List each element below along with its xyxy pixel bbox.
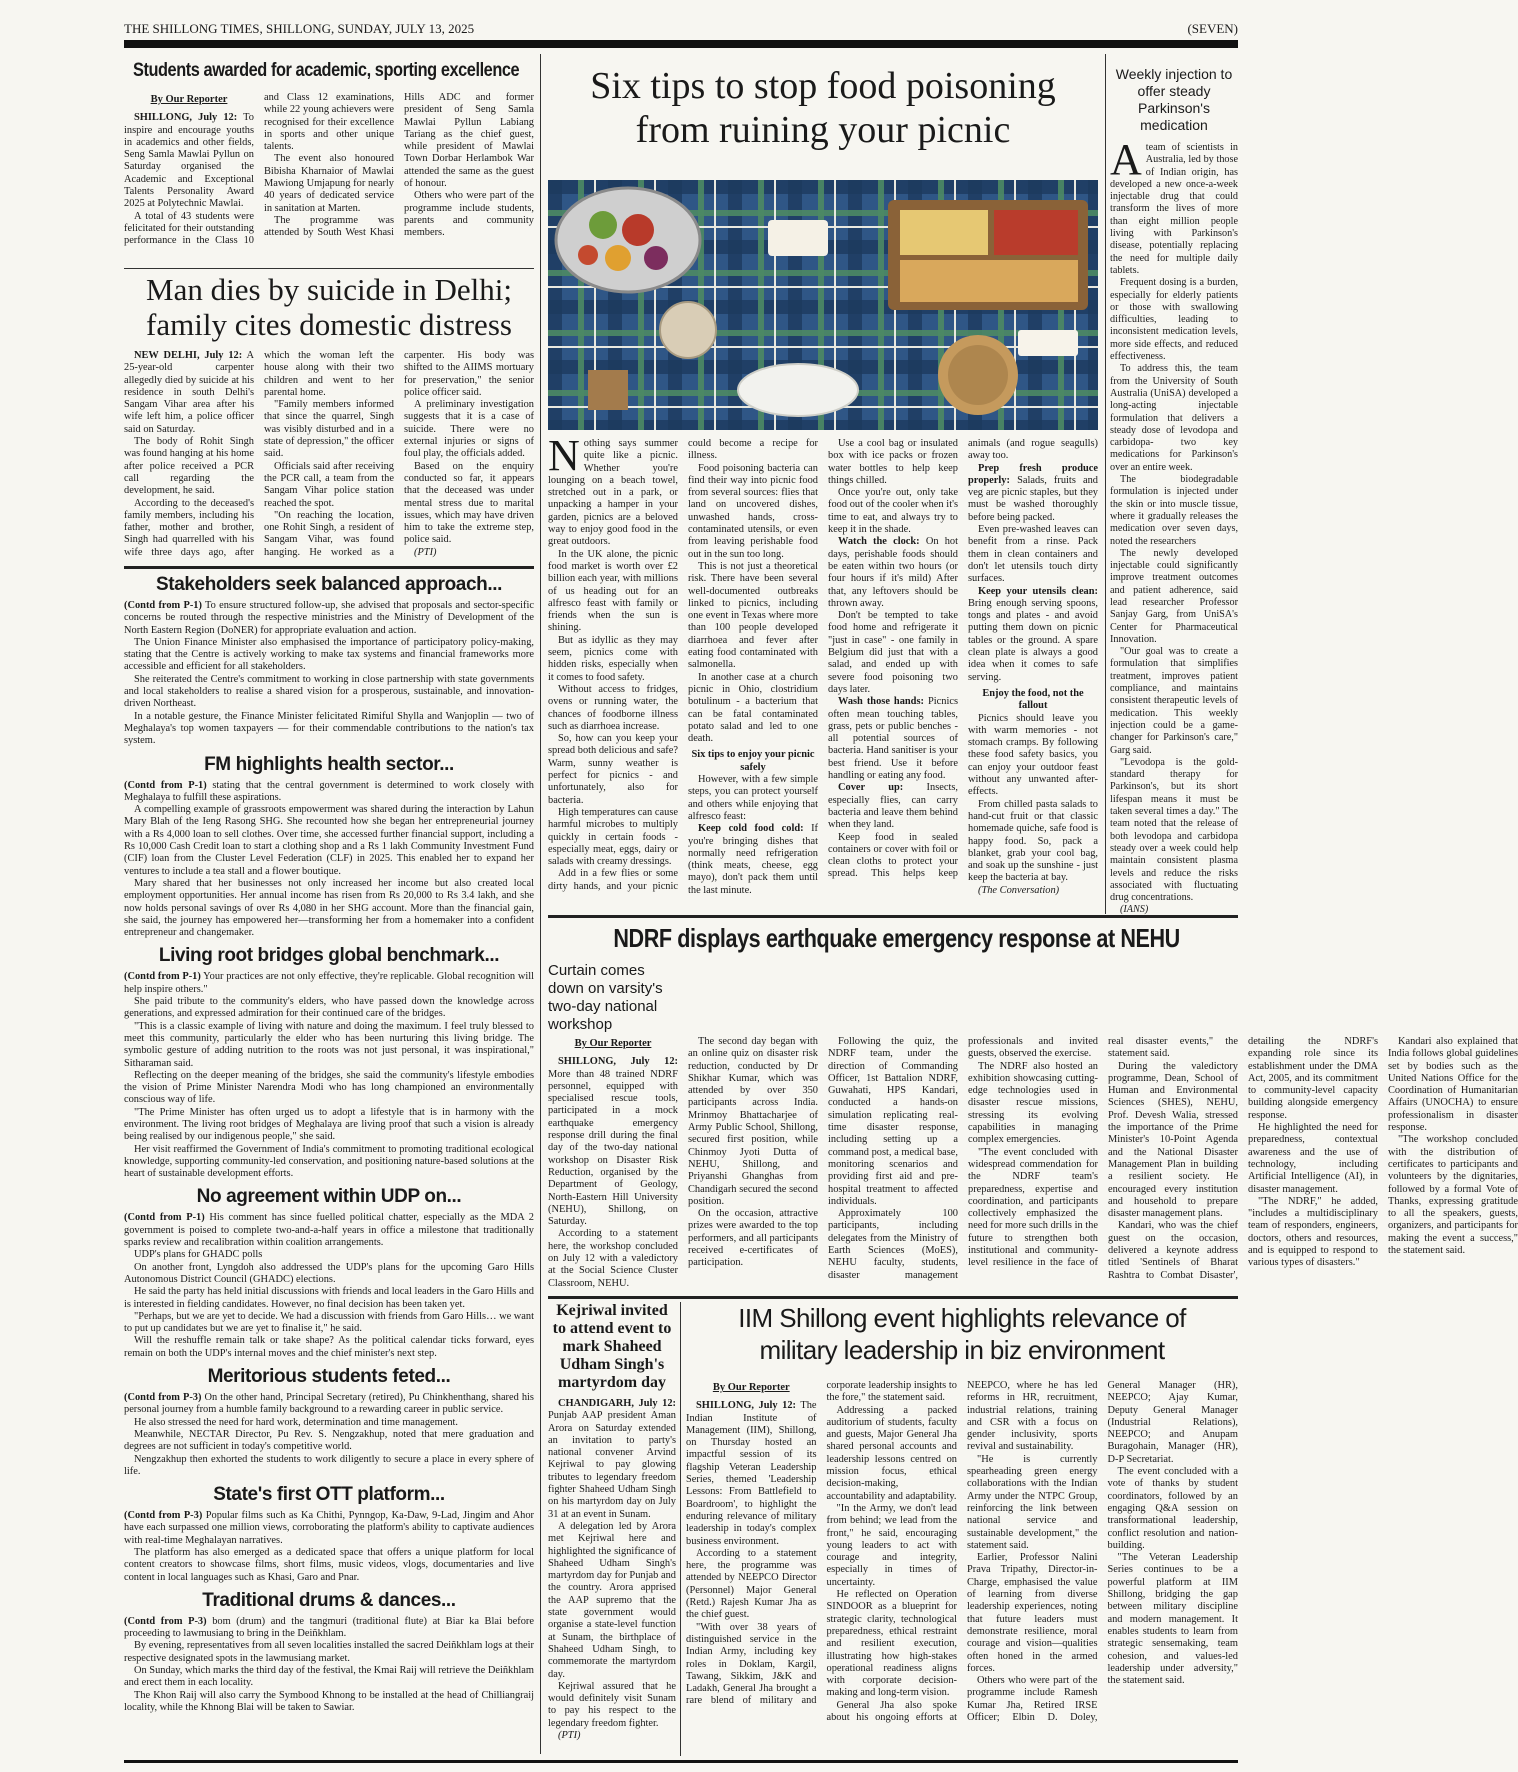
- continued-story-headline: Meritorious students feted...: [207, 1366, 451, 1388]
- parkinson-credit: (IANS): [1120, 904, 1149, 916]
- continued-story-paragraph: [124, 1510, 534, 1547]
- continued-story-body: [124, 1510, 534, 1584]
- iim-article: [686, 1302, 1238, 1756]
- picnic-p21: Even pre-washed leaves can benefit from a rinse. Pack them in clean containers and don't let utensils touch dirty surfaces.: [968, 524, 1098, 585]
- picnic-headline: [548, 64, 1098, 164]
- delhi-p5: Officials said after receiving the PCR call, a team from the Sangam Vihar police station reached the spot.: [264, 460, 394, 509]
- curtain-headline: Curtain comes down on varsity's two-day national workshop: [548, 962, 663, 1033]
- delhi-p4: "Family members informed that since the quarrel, Singh was visibly disturbed and in a state of depression," the officer said.: [264, 399, 394, 460]
- kejriwal-p3: Kejriwal assured that he would definitely visit Sunam to pay his respect to the legendary freedom fighter.: [548, 1680, 676, 1729]
- continued-story-paragraph: He also stressed the need for hard work, determination and time management.: [134, 1416, 459, 1428]
- parkinson-p4: The biodegradable formulation is injected under the skin or into muscle tissue, where it gradually releases the medication over seven days, noted the researchers: [1110, 474, 1238, 547]
- continued-tag: (Contd from P-3): [124, 1615, 207, 1627]
- delhi-p1: A 25-year-old carpenter allegedly died by suicide at his residence in south Delhi's Sangam Vihar area after his wife left him, a police officer said on Saturday.: [124, 350, 254, 435]
- parkinson-body: [1110, 135, 1238, 917]
- continued-tag: (Contd from P-3): [124, 1392, 202, 1404]
- ndrf-p1: More than 48 trained NDRF personnel, equipped with specialised rescue tools, participated in a mock earthquake emergency response drill during the final day of the two-day national workshop on Disaster Risk Reduction, organised by the Department of Geology, North-Eastern Hill University (NEHU), Shillong, on Saturday.: [548, 1068, 678, 1228]
- picnic-p17: Picnics often mean touching tables, grass, pets or public benches - all potential sources of bacteria. Hand sanitiser is your best friend. Use it before handling or eating any food.: [828, 696, 958, 782]
- picnic-p10: In another case at a church picnic in Ohio, clostridium botulinum - a bacterium that can be fatal contaminated potato salad and led to one death.: [688, 671, 818, 745]
- continued-story-headline: FM highlights health sector...: [204, 753, 454, 775]
- ndrf-p12: "The NDRF," he added, "includes a multidisciplinary team of responders, engineers, doctors, others and resources, and is equipped to respond to various types of disasters.": [1248, 1195, 1378, 1269]
- continued-story-text: On the other hand, Principal Secretary (retired), Pu Chinkhenthang, shared his personal journey from a humble family background to a rewarding career in public service.: [124, 1392, 534, 1416]
- section-divider: [548, 915, 1238, 918]
- iim-p9: Earlier, Professor Nalini Prava Tripathy, Director-in-Charge, emphasised the value of learning from diverse leadership experiences, noting that future leaders must demonstrate resilience, moral courage and vision—qualities often honed in the armed forces.: [967, 1552, 1098, 1674]
- parkinson-p5: The newly developed injectable could significantly improve treatment outcomes and patient adherence, said lead researcher Professor Sanjay Garg, from UniSA's Center for Pharmaceutical Innovation.: [1110, 547, 1238, 645]
- kejriwal-dateline: CHANDIGARH, July 12:: [558, 1398, 676, 1409]
- iim-p10: Others who were part of the programme include Ramesh Kumar Jha, Retired IRSE Officer; Elbin D. Doley, General Manager (HR), NEEPCO; Ajay Kumar, Deputy General Manager (Industrial Relations), NEEPCO; and Anupam Buragohain, Manager (HR), D-P Secretariat.: [967, 1380, 1238, 1724]
- continued-story-headline: Stakeholders seek balanced approach...: [156, 574, 502, 595]
- iim-p1: The Indian Institute of Management (IIM), Shillong, on Thursday hosted an impactful session of its flagship Veteran Leadership Series, themed 'Leadership Lessons: From Battlefield to Boardroom', to highlight the enduring relevance of military leadership in today's complex business environment.: [686, 1400, 817, 1547]
- picnic-p6: High temperatures can cause harmful microbes to multiply quickly in certain foods - especially meat, eggs, dairy or salads with creamy dressings.: [548, 806, 678, 868]
- picnic-p13: Use a cool bag or insulated box with ice packs or frozen water bottles to help keep things chilled.: [828, 438, 958, 486]
- column-divider: [680, 1302, 681, 1756]
- picnic-drop-cap: N: [548, 431, 580, 480]
- delhi-dateline: NEW DELHI, July 12:: [134, 350, 243, 361]
- continued-story: [124, 754, 534, 940]
- continued-story-paragraph: [124, 1212, 534, 1249]
- delhi-p2: The body of Rohit Singh was found hanging at his home after police received a PCR call regarding the development, he said.: [124, 436, 254, 497]
- continued-story-text: Popular films such as Ka Chithi, Pynngop, Ka-Daw, 9-Lad, Jingim and Ahor have each surpassed one million views, corroborating the platform's ability to captivate audiences with real-time Meghalayan narratives.: [124, 1510, 534, 1546]
- students-body: [124, 92, 534, 262]
- continued-story-text: Your practices are not only effective, they're replicable. Global recognition will help inspire others.": [124, 971, 534, 995]
- continued-story-paragraph: "The Prime Minister has often urged us to adopt a lifestyle that is in harmony with the environment. The living root bridges of Meghalaya are living proof that such a vision is already being realised by our indigenous people," she said.: [124, 1106, 534, 1143]
- continued-story-body: [124, 780, 534, 940]
- picnic-tip3-label: Wash those hands:: [838, 696, 924, 708]
- continued-story-paragraph: "This is a classic example of living with nature and doing the maximum. I feel truly blessed to meet this community, particularly the elder who has been nurturing this living bridge. The symbolic gesture of adding nutrition to the roots was not just personal, it was inspirational," Sitharaman said.: [124, 1020, 534, 1069]
- ndrf-headline-box: [548, 920, 1238, 960]
- parkinson-p6: "Our goal was to create a formulation that simplifies treatment, improves patient compliance, and maintains consistent therapeutic levels of medication. This weekly injection could be a game-changer for Parkinson's care," Garg said.: [1110, 646, 1238, 756]
- picnic-p5: So, how can you keep your spread both delicious and safe? Warm, sunny weather is perfect for picnics - and unfortunately, also for bacteria.: [548, 733, 678, 806]
- ndrf-p2: According to a statement here, the workshop concluded on July 12 with a valedictory at the Social Science Cluster Classroom, NEHU.: [548, 1228, 678, 1289]
- continued-story-paragraph: The platform has also emerged as a dedicated space that offers a unique platform for local content creators to showcase films, short films, music videos, vlogs, documentaries and live content in local languages such as Khasi, Garo and Pnar.: [124, 1547, 534, 1583]
- continued-story-paragraph: Nengzakhup then exhorted the students to work diligently to secure a place in every sphere of life.: [124, 1453, 534, 1477]
- kejriwal-article: [548, 1302, 676, 1756]
- continued-story-paragraph: On Sunday, which marks the third day of the festival, the Kmai Raij will retrieve the Deiñkhlam and erect them in each locality.: [124, 1665, 534, 1689]
- continued-story-body: [124, 1212, 534, 1360]
- parkinson-headline: Weekly injection to offer steady Parkinson's medication: [1115, 66, 1233, 133]
- ndrf-body: [548, 1036, 1518, 1292]
- column-divider: [540, 54, 541, 1754]
- students-p5: Others who were part of the programme include students, parents and community members.: [404, 190, 534, 239]
- picnic-p15: On hot days, perishable foods should be eaten within two hours (or four hours if it's mild) After that, any leftovers should be thrown away.: [828, 536, 958, 609]
- ndrf-p4: On the occasion, attractive prizes were awarded to the top performers, and all participants received e-certificates of participation.: [688, 1208, 818, 1269]
- students-dateline: SHILLONG, July 12:: [134, 112, 238, 124]
- picnic-p22: Bring enough serving spoons, tongs and plates - and avoid putting them down on picnic tables or the ground. A spare clean plate is always a good idea when it comes to safe serving.: [968, 597, 1098, 683]
- ndrf-p11: He highlighted the need for preparedness, contextual awareness and the use of technology, including Artificial Intelligence (AI), in disaster management.: [1248, 1122, 1378, 1195]
- continued-story-paragraph: Reflecting on the deeper meaning of the bridges, she said the community's lifestyle embodies the vision of Prime Minister Narendra Modi who has long championed an environmentally conscious way of life.: [124, 1069, 534, 1106]
- continued-story-paragraph: Will the reshuffle remain talk or take shape? As the political calendar ticks forward, eyes remain on both the UDP's internal moves and the chief minister's next step.: [124, 1335, 534, 1359]
- delhi-credit: (PTI): [414, 546, 437, 558]
- continued-story-paragraph: [124, 1616, 534, 1641]
- section-divider: [124, 566, 534, 569]
- delhi-body: [124, 350, 534, 562]
- students-p3: The event also honoured Bibisha Kharnaior of Mawlai Mawiong Umjapung for nearly 40 years of dedicated service in sanitation at Marten.: [264, 153, 394, 214]
- picnic-p11: However, with a few simple steps, you can protect yourself and others while enjoying that alfresco feast:: [688, 774, 818, 822]
- kejriwal-headline: Kejriwal invited to attend event to mark Shaheed Udham Singh's martyrdom day: [552, 1302, 672, 1391]
- continued-story-text: bom (drum) and the tangmuri (traditional flute) at Biar ka Blai before proceeding to lawmusiang to bring in the Deiñkhlam.: [124, 1615, 534, 1640]
- continued-tag: (Contd from P-1): [124, 779, 207, 791]
- iim-p11: The event concluded with a vote of thanks by student coordinators, followed by an engaging Q&A session on transformational leadership, conflict resolution and nation-building.: [1107, 1466, 1238, 1551]
- iim-p7: General Jha also spoke about his ongoing efforts at NEEPCO, where he has led reforms in HR, recruitment, industrial relations, training and CSR with a focus on gender inclusivity, sports revival and sustainability.: [826, 1380, 1098, 1724]
- kejriwal-body: [548, 1398, 676, 1742]
- students-article: [124, 60, 534, 266]
- continued-story-paragraph: By evening, representatives from all seven localities installed the sacred Deiñkhlam logs at their respective designated spots in the lawmusiang market.: [124, 1640, 534, 1664]
- continued-story-paragraph: She paid tribute to the community's elders, who have passed down the knowledge across generations, and expressed admiration for their continued care of the bridges.: [124, 996, 534, 1020]
- continued-story-paragraph: Her visit reaffirmed the Government of India's commitment to promoting traditional ecological knowledge, supporting community-led conservation, and positioning nature-based solutions at the heart of sustainable development efforts.: [124, 1143, 534, 1180]
- continued-stories: [124, 572, 534, 1756]
- masthead: [124, 18, 1238, 40]
- kejriwal-p1: Punjab AAP president Aman Arora on Saturday extended an invitation to party's national convener Arvind Kejriwal to pay glowing tributes to legendary freedom fighter Shaheed Udham Singh on his martyrdom day on July 31 at an event in Sunam.: [548, 1410, 676, 1520]
- section-divider: [124, 268, 534, 269]
- picnic-p8: Food poisoning bacteria can find their way into picnic food from several sources: flies that land on uncovered dishes, unwashed hands, cross-contaminated utensils, or even from leaving perishable food out in the sun too long.: [688, 462, 818, 560]
- parkinson-article: [1110, 66, 1238, 914]
- ndrf-p6: Approximately 100 participants, including delegates from the Ministry of Earth Sciences (MoES), NEHU faculty, students, disaster management professionals and invited guests, observed the exercise.: [828, 1036, 1098, 1281]
- iim-p6: He reflected on Operation SINDOOR as a blueprint for strategic clarity, technological preparedness, ethical restraint and resilient execution, illustrating how high-stakes operational readiness aligns with corporate decision-making and long-term vision.: [826, 1589, 957, 1699]
- iim-p2: According to a statement here, the programme was attended by NEEPCO Director (Personnel) Major General (Retd.) Rajesh Kumar Jha as the chief guest.: [686, 1547, 817, 1621]
- continued-list: [124, 574, 534, 1714]
- continued-story-paragraph: Mary shared that her businesses not only increased her income but also created local employment opportunities. Her annual income has risen from Rs 20,000 to Rs 3.4 lakh, and she now holds personal savings of over Rs 4,080 in her SHG account. More than the financial gain, she said, the journey has empowered her—transforming her from a homemaker into a confident entrepreneur and changemaker.: [124, 877, 534, 939]
- continued-tag: (Contd from P-1): [124, 600, 202, 611]
- picnic-p14: Once you're out, only take food out of the cooler when it's time to eat, and always try to keep it in the shade.: [828, 487, 958, 536]
- students-p2: A total of 43 students were felicitated for their outstanding performance in the Class 10 and Class 12 examinations, while 22 young achievers were recognised for their excellence in sports and other unique talents.: [124, 92, 394, 247]
- continued-story: [124, 1590, 534, 1714]
- continued-story-paragraph: UDP's plans for GHADC polls: [134, 1249, 263, 1261]
- continued-story-headline: Traditional drums & dances...: [202, 1589, 456, 1611]
- parkinson-p2: Frequent dosing is a burden, especially for elderly patients or those with swallowing difficulties, leading to inconsistent medication levels, more side effects, and reduced effectiveness.: [1110, 277, 1238, 363]
- picnic-p16: Don't be tempted to take food home and refrigerate it "just in case" - one family in Belgium did just that with a salad, and ended up with severe food poisoning two days later.: [828, 610, 958, 695]
- delhi-headline: Man dies by suicide in Delhi; family cites domestic distress: [146, 272, 512, 342]
- picnic-p19: Keep food in sealed containers or cover with foil or clean cloths to protect your spread. This helps keep animals (and rogue seagulls) away too.: [828, 438, 1098, 880]
- continued-story-body: [124, 1616, 534, 1714]
- continued-story-paragraph: The Khon Raij will also carry the Symbood Khnong to be installed at the head of Chilliangraij locality, while the Khnong Blai will be taken to Sawiar.: [124, 1689, 534, 1713]
- ndrf-p13: Kandari also explained that India follows global guidelines set by bodies such as the United Nations Office for the Coordination of Humanitarian Affairs (UNOCHA) to ensure professionalism in disaster response.: [1388, 1036, 1518, 1134]
- picnic-p12: If you're bringing dishes that normally need refrigeration (think meats, cheese, egg mayo), don't pack them until the last minute.: [688, 823, 818, 896]
- continued-tag: (Contd from P-3): [124, 1510, 203, 1522]
- continued-story-body: [124, 600, 534, 748]
- parkinson-p1: team of scientists in Australia, led by those of Indian origin, has developed a new once-a-week injectable drug that could transform the lives of more than eight million people living with Parkinson's disease, potentially replacing the need for multiple daily tablets.: [1110, 142, 1238, 276]
- continued-story-headline: No agreement within UDP on...: [196, 1186, 462, 1208]
- picnic-tip6-label: Keep your utensils clean:: [978, 585, 1098, 597]
- picnic-p24: From chilled pasta salads to hand-cut fruit or that classic homemade quiche, safe food is happy food. So, pack a blanket, grab your cool bag, and soak up the sunshine - just keep the bacteria at bay.: [968, 798, 1098, 884]
- continued-story: [124, 1186, 534, 1360]
- continued-story: [124, 1366, 534, 1478]
- masthead-left: THE SHILLONG TIMES, SHILLONG, SUNDAY, JULY 13, 2025: [124, 21, 475, 36]
- continued-story-paragraph: She reiterated the Centre's commitment to working in close partnership with state governments and local stakeholders to realise a shared vision for a prosperous, sustainable, and innovation-driven Northeast.: [124, 673, 534, 710]
- picnic-p18: Insects, especially flies, can carry bacteria and leave them behind when they land.: [828, 782, 958, 831]
- column-divider: [1105, 54, 1106, 914]
- continued-story-body: [124, 1392, 534, 1478]
- kejriwal-credit: (PTI): [558, 1730, 581, 1742]
- ndrf-p9: During the valedictory programme, Dean, School of Human and Environmental Sciences (SHES), NEHU, Prof. Devesh Walia, stressed the importance of the Prime Minister's 10-Point Agenda and the National Disaster Management Plan in building a resilient society. He encouraged every institution and household to prepare disaster management plans.: [1108, 1060, 1238, 1220]
- ndrf-byline: By Our Reporter: [574, 1038, 652, 1049]
- footer-rule: [124, 1760, 1238, 1763]
- picnic-subhead-fallout: Enjoy the food, not the fallout: [982, 687, 1084, 712]
- iim-headline-line2: military leadership in biz environment: [759, 1335, 1165, 1365]
- continued-tag: (Contd from P-1): [124, 1212, 205, 1224]
- ndrf-dateline: SHILLONG, July 12:: [558, 1056, 678, 1068]
- parkinson-p3: To address this, the team from the University of South Australia (UniSA) developed a long-acting injectable formulation that delivers a steady dose of levodopa and carbidopa- two key medications for Parkinson's over an entire week.: [1110, 363, 1238, 473]
- picnic-tip2-label: Watch the clock:: [838, 536, 920, 548]
- iim-p8: "He is currently spearheading green energy collaborations with the Indian Army under the NTPC Group, reinforcing the link between national service and sustainable development," the statement said.: [967, 1453, 1098, 1551]
- students-p4: The programme was attended by South West Khasi Hills ADC and former president of Seng Samla Mawlai Pyllun Labiang Tariang as the chief guest, while president of Mawlai Town Dorbar Herlambok War attended the same as the guest of honour.: [264, 92, 534, 239]
- picnic-tip4-label: Cover up:: [838, 782, 904, 794]
- picnic-credit: (The Conversation): [978, 884, 1060, 896]
- continued-story-headline: Living root bridges global benchmark...: [158, 945, 500, 967]
- iim-headline-line1: IIM Shillong event highlights relevance of: [738, 1303, 1186, 1333]
- iim-p4: Addressing a packed auditorium of students, faculty and guests, Major General Jha shared personal accounts and leadership lessons centred on mission focus, ethical decision-making, accountability and adaptability.: [826, 1404, 957, 1502]
- picnic-p20: Salads, fruits and veg are picnic staples, but they must be washed thoroughly before being packed.: [968, 474, 1098, 523]
- ndrf-p10: Kandari, who was the chief guest on the occasion, delivered a keynote address titled 'Sentinels of Bharat Rashtra to Combat Disaster', detailing the NDRF's expanding role since its establishment under the DMA Act, 2005, and its commitment to community-level capacity building alongside emergency response.: [1108, 1036, 1378, 1281]
- parkinson-drop-cap: A: [1110, 135, 1142, 184]
- continued-story-paragraph: On another front, Lyngdoh also addressed the UDP's plans for the upcoming Garo Hills Autonomous District Council (GHADC) elections.: [124, 1261, 534, 1285]
- picnic-tip5-label: Prep fresh produce properly:: [968, 462, 1098, 486]
- ndrf-headline: NDRF displays earthquake emergency response at NEHU: [613, 923, 1180, 953]
- continued-story-paragraph: The Union Finance Minister also emphasised the importance of participatory policy-making, stating that the Centre is actively working to make tax systems and financial frameworks more accessible and efficient for all stakeholders.: [124, 636, 534, 673]
- continued-story-paragraph: [124, 1392, 534, 1417]
- continued-story-text: His comment has since fuelled political chatter, especially as the MDA 2 government is poised to complete two-and-a-half years in office a milestone that traditionally sparks review and recalibration within coalition arrangements.: [124, 1212, 535, 1249]
- picnic-p23: Picnics should leave you with warm memories - not stomach cramps. By following these food safety basics, you can enjoy your outdoor feast without any unwanted after-effects.: [968, 712, 1098, 798]
- students-byline: By Our Reporter: [150, 94, 228, 105]
- students-p1: To inspire and encourage youths in academics and other fields, Seng Samla Mawlai Pyllun on Saturday organised the Academic and Exceptional Talents Personality Award 2025 at Polytechnic Mawlai.: [124, 112, 254, 210]
- delhi-article: [124, 272, 534, 562]
- iim-body: [686, 1380, 1238, 1760]
- ndrf-p3: The second day began with an online quiz on disaster risk reduction, conducted by Dr Shikhar Kumar, which was attended by over 350 participants across India. Mrinmoy Bhattacharjee of Army Public School, Shillong, secured first position, while Chinmoy Jyoti Dutta of NEHU, Shillong, and Priyanshi Ghanghas from Chandigarh secured the second position.: [688, 1036, 818, 1207]
- continued-story-paragraph: [124, 780, 534, 805]
- picnic-headline-line2: from ruining your picnic: [635, 109, 1011, 151]
- picnic-p3: But as idyllic as they may seem, picnics come with hidden risks, especially when it comes to food safety.: [548, 634, 678, 683]
- kejriwal-p2: A delegation led by Arora met Kejriwal here and highlighted the significance of Shaheed Udham Singh's martyrdom day for Punjab and the country. Arora apprised the AAP supremo that the state government would organise a state-level function at Sunam, the birthplace of Shaheed Udham Singh, to commemorate the martyrdom day.: [548, 1520, 676, 1680]
- picnic-p4: Without access to fridges, ovens or running water, the chances of foodborne illness such as diarrhoea increase.: [548, 683, 678, 732]
- continued-story-text: stating that the central government is determined to work closely with Meghalaya to fulfill these aspirations.: [124, 779, 534, 803]
- continued-story-paragraph: He said the party has held initial discussions with friends and local leaders in the Garo Hills and is interested in fielding candidates. However, no final decision has been taken yet.: [124, 1286, 534, 1310]
- picnic-headline-line1: Six tips to stop food poisoning: [590, 65, 1056, 107]
- picnic-tip1-label: Keep cold food cold:: [698, 823, 804, 835]
- picnic-p7: Add in a few flies or some dirty hands, and your picnic could become a recipe for illness.: [548, 438, 818, 892]
- continued-story-paragraph: A compelling example of grassroots empowerment was shared during the interaction by Lahun Mary Blah of the Ieng Rasong SHG. She recounted how she began her entrepreneurial journey with a Rs 4,000 loan to sell clothes. Over time, she accessed further financial support, including a Rs 10,000 Cash Credit loan to start a clothing shop and a Rs 1 lakh Community Investment Fund (CIF) loan from the Cluster Level Federation (CLF) in 2025. This enabled her to expand her ventures to include a tea stall and a flower boutique.: [124, 804, 534, 877]
- picnic-body: [548, 431, 1098, 906]
- parkinson-p7: "Levodopa is the gold-standard therapy for Parkinson's, but its short lifespan means it must be taken several times a day." The team noted that the release of both levodopa and carbidopa steady over a week could help maintain consistent plasma levels and reduce the risks associated with fluctuating drug concentrations.: [1110, 756, 1238, 904]
- iim-dateline: SHILLONG, July 12:: [696, 1400, 796, 1412]
- picnic-p1: othing says summer quite like a picnic. Whether you're lounging on a beach towel, stretched out in a park, or unpacking a hamper in your garden, picnics are a beloved way to enjoy good food in the great outdoors.: [548, 438, 678, 548]
- continued-story: [124, 1484, 534, 1584]
- continued-story-text: To ensure structured follow-up, she advised that proposals and sector-specific concerns be routed through the respective ministries and the Ministry of Development of the North Eastern Region (DoNER) for appropriate evaluation and action.: [124, 600, 534, 636]
- iim-byline: By Our Reporter: [712, 1382, 790, 1393]
- picnic-photo: [548, 180, 1098, 430]
- continued-story-headline: State's first OTT platform...: [213, 1484, 445, 1506]
- iim-p5: "In the Army, we don't lead from behind; we lead from the front," he said, encouraging young leaders to act with courage and integrity, especially in times of uncertainty.: [826, 1502, 957, 1588]
- ndrf-p8: "The event concluded with widespread commendation for the NDRF team's preparedness, expertise and coordination, and participants collectively emphasized the need for more such drills in the future to strengthen both institutional and community-level resilience in the face of real disaster events," the statement said.: [968, 1036, 1238, 1269]
- continued-story-paragraph: Meanwhile, NECTAR Director, Pu Rev. S. Nengzakhup, noted that mere graduation and degrees are not sufficient in today's competitive world.: [124, 1428, 534, 1453]
- masthead-rule: [124, 40, 1238, 48]
- picnic-subhead-tips: Six tips to enjoy your picnic safely: [691, 749, 815, 773]
- picnic-p9: This is not just a theoretical risk. There have been several well-documented outbreaks linked to picnics, including one event in Texas where more than 100 people developed diarrhoea and fever after eating food contaminated with salmonella.: [688, 560, 818, 671]
- continued-story-paragraph: In a notable gesture, the Finance Minister felicitated Rimiful Shylla and Wanjoplin — two of Meghalaya's top women taxpayers — for their commendable contributions to the nation's tax system.: [124, 710, 534, 747]
- ndrf-p14: "The workshop concluded with the distribution of certificates to participants and volunteers by the dignitaries, followed by a formal Vote of Thanks, expressing gratitude to all the speakers, guests, organizers, and participants for making the event a success," the statement said.: [1388, 1134, 1518, 1257]
- delhi-p8: Based on the enquiry conducted so far, it appears that the deceased was under mental stress due to marital issues, which may have driven him to take the extreme step, police said.: [404, 460, 534, 546]
- section-divider: [548, 1296, 1238, 1299]
- delhi-p7: A preliminary investigation suggests that it is a case of suicide. There were no external injuries or signs of foul play, the officials added.: [404, 399, 534, 460]
- continued-story-body: [124, 971, 534, 1180]
- delhi-p6: "On reaching the location, one Rohit Singh, a resident of Sangam Vihar, was found hanging. He worked as a carpenter. His body was shifted to the AIIMS mortuary for preservation," the senior police officer said.: [264, 350, 534, 558]
- ndrf-p7: The NDRF also hosted an exhibition showcasing cutting-edge technologies used in disaster rescue missions, stressing its evolving capabilities in managing complex emergencies.: [968, 1060, 1098, 1146]
- iim-p3: "With over 38 years of distinguished service in the Indian Army, including key roles in Doklam, Kargil, Tawang, Sikkim, J&K and Ladakh, General Jha brought a rare blend of military and corporate leadership insights to the fore," the statement said.: [686, 1380, 957, 1707]
- page-number: (SEVEN): [1187, 21, 1238, 36]
- continued-story-paragraph: "Perhaps, but we are yet to decide. We had a discussion with friends from Garo Hills… we want to put up candidates but we are yet to finalise it," he said.: [124, 1310, 534, 1335]
- continued-story-paragraph: [124, 971, 534, 996]
- students-headline: Students awarded for academic, sporting excellence: [132, 60, 520, 81]
- ndrf-p5: Following the quiz, the NDRF team, under the direction of Commanding Officer, 1st Battalion NDRF, Guwahati, HPS Kandari, conducted a hands-on simulation replicating real-time disaster response, including setting up a command post, a medical base, monitoring scenarios and providing first aid and pre-hospital treatment to affected individuals.: [828, 1036, 958, 1207]
- delhi-p3: According to the deceased's family members, including his father, mother and brother, Singh had quarrelled with his wife three days ago, after which the woman left the house along with their two children and went to her parental home.: [124, 350, 394, 558]
- iim-p12: "The Veteran Leadership Series continues to be a powerful platform at IIM Shillong, bridging the gap between military discipline and modern management. It enables students to learn from strategic sensemaking, team cohesion, and values-led leadership under adversity," the statement said.: [1107, 1552, 1238, 1687]
- continued-tag: (Contd from P-1): [124, 971, 201, 983]
- continued-story: [124, 574, 534, 748]
- continued-story: [124, 945, 534, 1180]
- continued-story-paragraph: [124, 600, 534, 637]
- picnic-p2: In the UK alone, the picnic food market is worth over £2 billion each year, with millions of us heading out for an alfresco feast with family or friends when the sun is shining.: [548, 548, 678, 634]
